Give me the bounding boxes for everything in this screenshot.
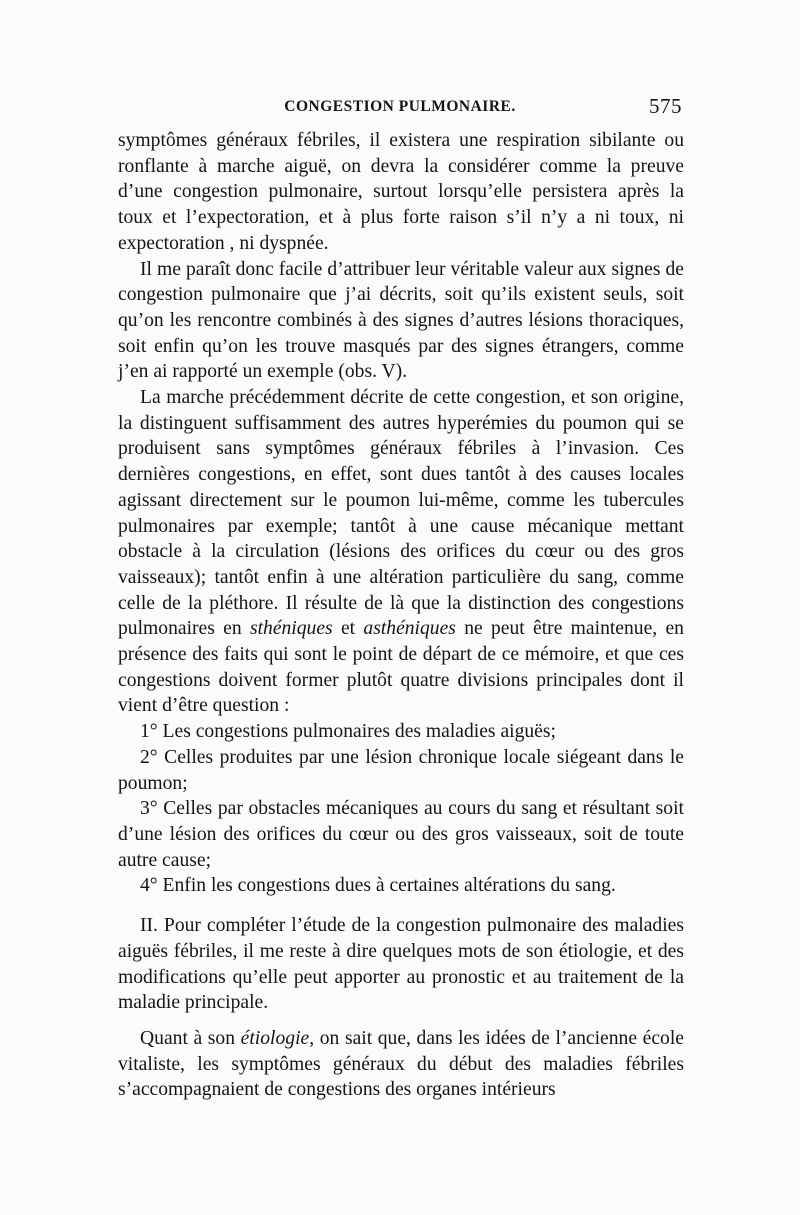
list-item: 3° Celles par obstacles mécaniques au cours du sang et résultant soit d’une lésion des orifices du cœur ou des gros vaisseaux, soit de toute autre cause; [118,798,684,871]
paragraph [118,1026,684,1103]
paragraph-text: , on sait que, dans les idées de l’ancienne école vitaliste, les symptômes généraux du début des maladies fébriles s’accompagnaient de congestions des organes intérieurs [118,1027,684,1101]
running-title: CONGESTION PULMONAIRE. [284,98,516,115]
paragraph-text: Quant à son [140,1027,236,1049]
section-paragraph: II. Pour compléter l’étude de la congestion pulmonaire des maladies aiguës fébriles, il me reste à dire quelques mots de son étiologie, et des modifications qu’elle peut apporter au pronostic et au traitement de la maladie principale. [118,915,684,1014]
paragraph-text: et [340,618,356,640]
paragraph-text: La marche précédemment décrite de cette congestion, et son origine, la distinguent suffisamment des autres hyperémies du poumon qui se produisent sans symptômes généraux fébriles à l’invasion. Ces dernières congestions, en effet, sont dues tantôt à des causes locales agissant directement sur le poumon lui-même, comme les tubercules pulmonaires par exemple; tantôt à une cause mécanique mettant obstacle à la circulation (lésions des orifices du cœur ou des gros vaisseaux); tantôt enfin à une altération particulière du sang, comme celle de la pléthore. Il résulte de là que la distinction des congestions pulmonaires en [118,387,684,640]
paragraph: Il me paraît donc facile d’attribuer leur véritable valeur aux signes de congestion pulmonaire que j’ai décrits, soit qu’ils existent seuls, soit qu’on les rencontre combinés à des signes d’autres lésions thoraciques, soit enfin qu’on les trouve masqués par des signes étrangers, comme j’en ai rapporté un exemple (obs. V). [118,258,684,383]
page-number: 575 [649,94,682,118]
list-item: 4° Enfin les congestions dues à certaines altérations du sang. [140,875,616,897]
running-header [118,92,682,128]
list-item: 2° Celles produites par une lésion chronique locale siégeant dans le poumon; [118,746,684,794]
emphasis-asthenic: asthéniques [363,618,456,640]
emphasis-etiology: étiologie [240,1027,310,1049]
emphasis-sthenic: sthéniques [249,618,333,640]
body-text [118,128,684,1103]
paragraph-continued: symptômes généraux fébriles, il existera une respiration sibilante ou ronflante à marche aiguë, on devra la considérer comme la preuve d’une congestion pulmonaire, surtout lorsqu’elle persistera après la toux et l’expectoration, et à plus forte raison s’il n’y a ni toux, ni expectoration , ni dyspnée. [118,130,684,254]
paragraph [118,385,684,719]
paragraph-text: ne peut être maintenue, en présence des faits qui sont le point de départ de ce mémoire, et que ces congestions doivent former plutôt quatre divisions principales dont il vient d’être question : [118,618,684,717]
list-item: 1° Les congestions pulmonaires des maladies aiguës; [140,721,556,743]
